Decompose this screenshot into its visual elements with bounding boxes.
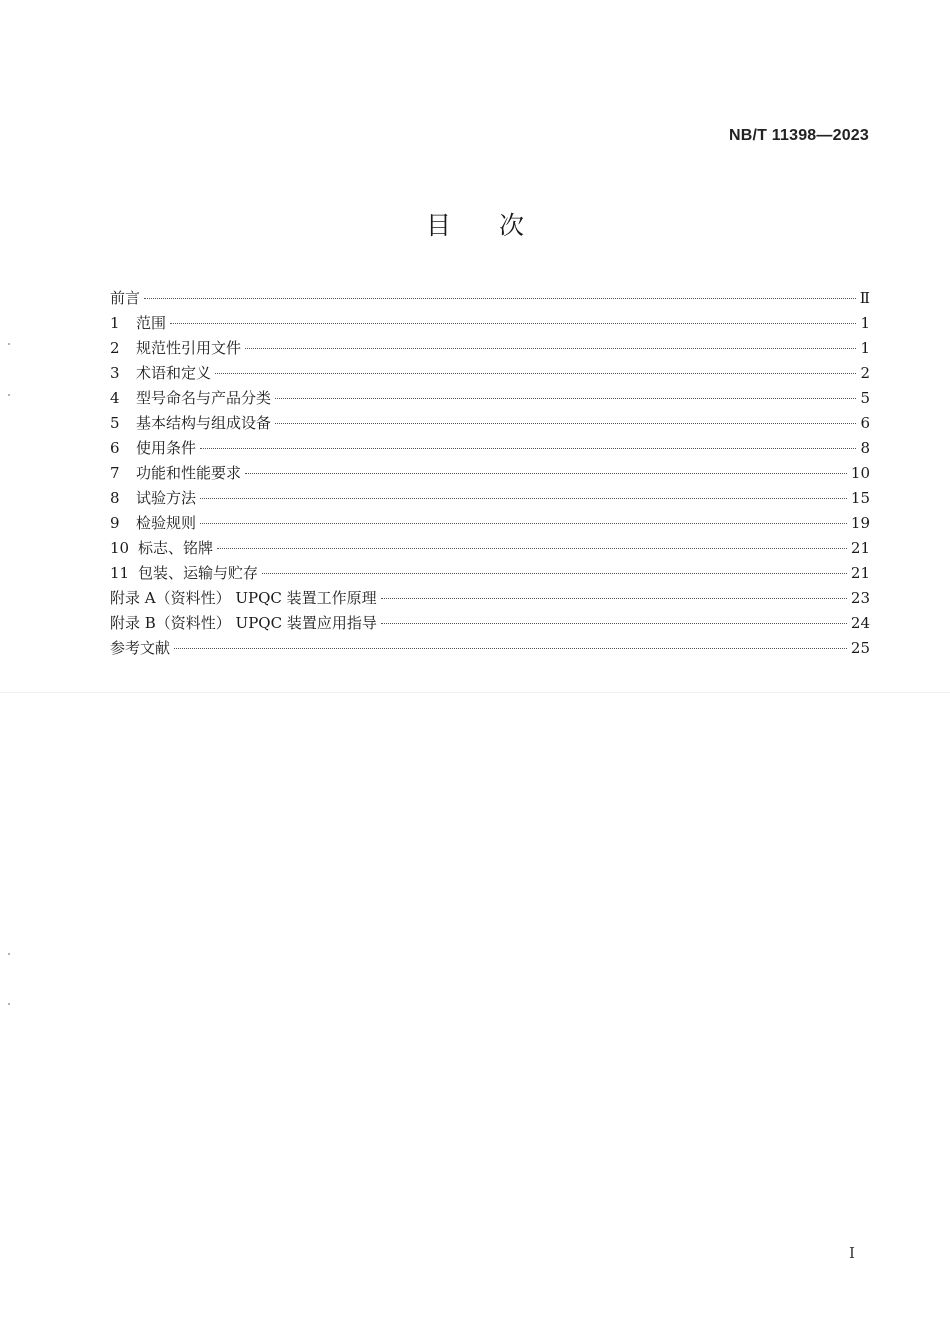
toc-entry-label: 使用条件 <box>136 439 197 457</box>
toc-entry-page: 6 <box>860 414 870 432</box>
toc-entry-model-classification[interactable] <box>110 386 870 411</box>
toc-entry-marking-nameplate[interactable] <box>110 536 870 561</box>
table-of-contents <box>110 286 870 661</box>
dot-leader <box>381 597 847 599</box>
dot-leader <box>215 372 856 374</box>
dot-leader <box>245 347 856 349</box>
toc-entry-label: 检验规则 <box>136 514 197 532</box>
toc-entry-label: 型号命名与产品分类 <box>136 389 272 407</box>
toc-entry-appendix-a[interactable] <box>110 586 870 611</box>
scan-speck <box>8 394 10 396</box>
toc-entry-page: Ⅱ <box>859 289 870 307</box>
toc-entry-page: 24 <box>850 614 870 632</box>
toc-entry-page: 1 <box>860 314 870 332</box>
toc-entry-page: 25 <box>850 639 870 657</box>
toc-entry-number: 2 <box>110 339 120 357</box>
toc-entry-number: 7 <box>110 464 120 482</box>
toc-entry-page: 5 <box>860 389 870 407</box>
toc-entry-page: 21 <box>850 564 870 582</box>
toc-entry-appendix-b[interactable] <box>110 611 870 636</box>
dot-leader <box>275 422 856 424</box>
toc-entry-inspection-rules[interactable] <box>110 511 870 536</box>
toc-entry-number: 9 <box>110 514 120 532</box>
toc-entry-label: 基本结构与组成设备 <box>136 414 272 432</box>
dot-leader <box>144 297 856 299</box>
toc-entry-packaging-transport[interactable] <box>110 561 870 586</box>
toc-entry-label: 附录 B（资料性） UPQC 装置应用指导 <box>110 614 377 632</box>
standard-code: NB/T 11398—2023 <box>729 127 869 144</box>
dot-leader <box>275 397 856 399</box>
dot-leader <box>174 647 847 649</box>
toc-entry-scope[interactable] <box>110 311 870 336</box>
toc-entry-number: 6 <box>110 439 120 457</box>
toc-entry-label: 功能和性能要求 <box>136 464 242 482</box>
scan-speck <box>8 343 10 345</box>
toc-entry-usage-conditions[interactable] <box>110 436 870 461</box>
toc-entry-test-methods[interactable] <box>110 486 870 511</box>
dot-leader <box>245 472 847 474</box>
toc-entry-number: 4 <box>110 389 120 407</box>
scan-speck <box>8 1003 10 1005</box>
toc-entry-label: 参考文献 <box>110 639 171 657</box>
toc-entry-number: 5 <box>110 414 120 432</box>
toc-entry-page: 19 <box>850 514 870 532</box>
toc-entry-label: 附录 A（资料性） UPQC 装置工作原理 <box>110 589 377 607</box>
page-number: I <box>849 1244 855 1262</box>
page-title: 目次 <box>425 211 572 240</box>
toc-entry-structure-equipment[interactable] <box>110 411 870 436</box>
toc-entry-bibliography[interactable] <box>110 636 870 661</box>
toc-entry-page: 10 <box>850 464 870 482</box>
toc-entry-label: 规范性引用文件 <box>136 339 242 357</box>
toc-entry-foreword[interactable] <box>110 286 870 311</box>
toc-entry-number: 8 <box>110 489 120 507</box>
dot-leader <box>200 522 847 524</box>
dot-leader <box>170 322 856 324</box>
toc-entry-requirements[interactable] <box>110 461 870 486</box>
scan-divider <box>0 692 950 693</box>
toc-entry-number: 11 <box>110 564 130 582</box>
toc-entry-number: 1 <box>110 314 120 332</box>
dot-leader <box>381 622 847 624</box>
toc-entry-normative-references[interactable] <box>110 336 870 361</box>
toc-entry-page: 1 <box>860 339 870 357</box>
dot-leader <box>200 497 847 499</box>
toc-entry-label: 试验方法 <box>136 489 197 507</box>
toc-entry-page: 21 <box>850 539 870 557</box>
toc-entry-page: 15 <box>850 489 870 507</box>
toc-entry-number: 3 <box>110 364 120 382</box>
dot-leader <box>200 447 856 449</box>
toc-entry-label: 范围 <box>136 314 167 332</box>
dot-leader <box>217 547 847 549</box>
toc-entry-page: 2 <box>860 364 870 382</box>
toc-entry-label: 标志、铭牌 <box>138 539 214 557</box>
toc-entry-page: 8 <box>860 439 870 457</box>
toc-entry-label: 前言 <box>110 289 141 307</box>
dot-leader <box>262 572 847 574</box>
toc-entry-label: 包装、运输与贮存 <box>138 564 259 582</box>
toc-entry-number: 10 <box>110 539 130 557</box>
toc-entry-page: 23 <box>850 589 870 607</box>
toc-entry-label: 术语和定义 <box>136 364 212 382</box>
toc-entry-terms-definitions[interactable] <box>110 361 870 386</box>
scan-speck <box>8 953 10 955</box>
